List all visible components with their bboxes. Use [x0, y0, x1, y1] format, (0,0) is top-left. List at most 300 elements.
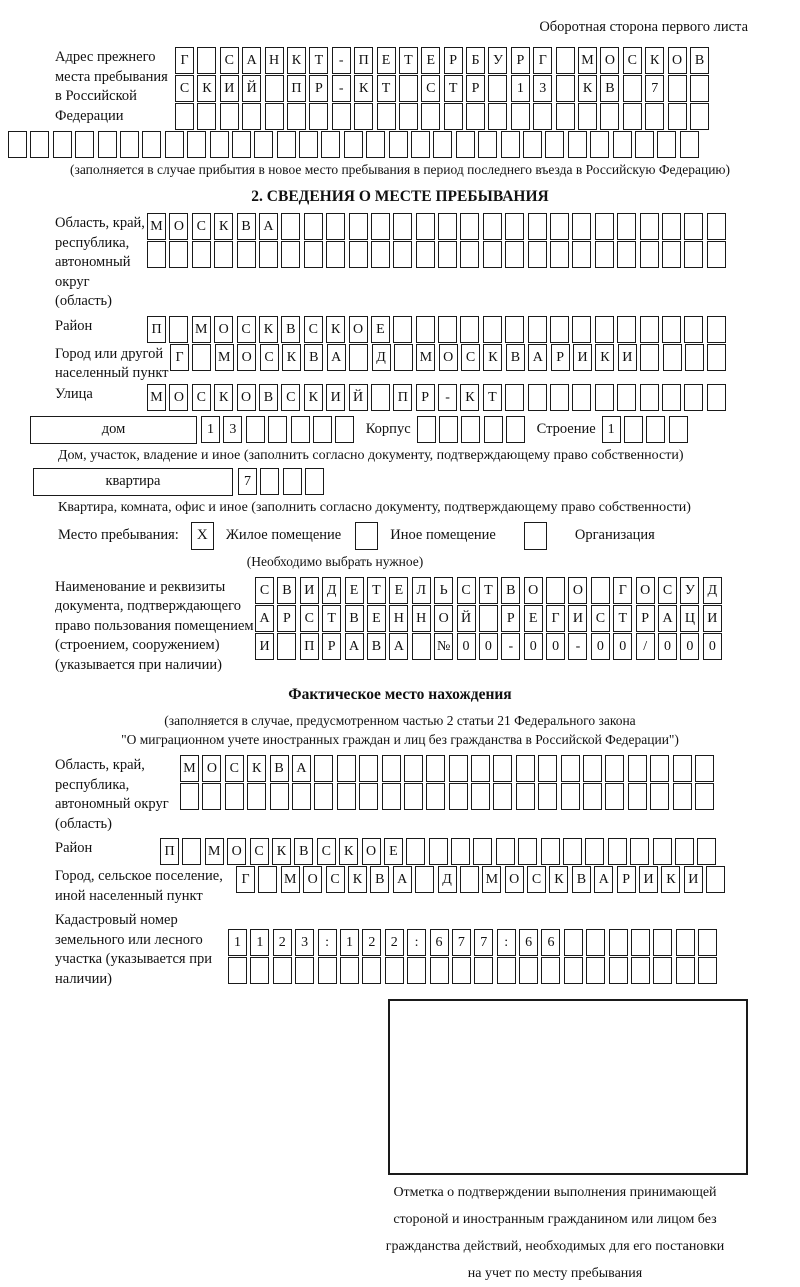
char-cell[interactable]: [444, 103, 463, 130]
char-cell[interactable]: [623, 75, 642, 102]
char-cell[interactable]: [572, 213, 591, 240]
char-cell[interactable]: :: [407, 929, 426, 956]
char-cell[interactable]: [690, 75, 709, 102]
char-cell[interactable]: [268, 416, 287, 443]
char-cell[interactable]: С: [326, 866, 345, 893]
char-cell[interactable]: 0: [479, 633, 498, 660]
char-cell[interactable]: [270, 783, 289, 810]
char-cell[interactable]: [120, 131, 139, 158]
char-cell[interactable]: [707, 241, 726, 268]
char-cell[interactable]: [326, 213, 345, 240]
char-cell[interactable]: А: [594, 866, 613, 893]
char-cell[interactable]: А: [389, 633, 408, 660]
char-cell[interactable]: [605, 755, 624, 782]
char-cell[interactable]: Р: [277, 605, 296, 632]
char-cell[interactable]: Д: [322, 577, 341, 604]
char-cell[interactable]: [541, 957, 560, 984]
char-cell[interactable]: О: [524, 577, 543, 604]
char-cell[interactable]: С: [527, 866, 546, 893]
char-cell[interactable]: [550, 213, 569, 240]
char-cell[interactable]: 0: [613, 633, 632, 660]
char-cell[interactable]: [483, 316, 502, 343]
char-cell[interactable]: [685, 344, 704, 371]
char-cell[interactable]: [438, 316, 457, 343]
char-cell[interactable]: [187, 131, 206, 158]
char-cell[interactable]: [541, 838, 560, 865]
char-cell[interactable]: Т: [309, 47, 328, 74]
char-cell[interactable]: М: [482, 866, 501, 893]
char-cell[interactable]: С: [255, 577, 274, 604]
char-cell[interactable]: К: [272, 838, 291, 865]
char-cell[interactable]: К: [595, 344, 614, 371]
char-cell[interactable]: О: [636, 577, 655, 604]
char-cell[interactable]: Е: [384, 838, 403, 865]
char-cell[interactable]: К: [304, 384, 323, 411]
char-cell[interactable]: К: [214, 384, 233, 411]
char-cell[interactable]: [497, 957, 516, 984]
char-cell[interactable]: С: [461, 344, 480, 371]
char-cell[interactable]: Г: [546, 605, 565, 632]
char-cell[interactable]: Н: [389, 605, 408, 632]
char-cell[interactable]: [416, 241, 435, 268]
char-cell[interactable]: В: [501, 577, 520, 604]
char-cell[interactable]: [326, 241, 345, 268]
char-cell[interactable]: [197, 103, 216, 130]
char-cell[interactable]: 0: [703, 633, 722, 660]
char-cell[interactable]: [676, 957, 695, 984]
char-cell[interactable]: [214, 241, 233, 268]
char-cell[interactable]: В: [237, 213, 256, 240]
char-cell[interactable]: [460, 866, 479, 893]
char-cell[interactable]: [505, 241, 524, 268]
char-cell[interactable]: 7: [645, 75, 664, 102]
char-cell[interactable]: И: [220, 75, 239, 102]
char-cell[interactable]: В: [304, 344, 323, 371]
char-cell[interactable]: К: [282, 344, 301, 371]
char-cell[interactable]: [438, 213, 457, 240]
char-cell[interactable]: [197, 47, 216, 74]
char-cell[interactable]: О: [668, 47, 687, 74]
char-cell[interactable]: /: [636, 633, 655, 660]
char-cell[interactable]: П: [160, 838, 179, 865]
char-cell[interactable]: [426, 755, 445, 782]
char-cell[interactable]: 1: [201, 416, 220, 443]
char-cell[interactable]: [698, 929, 717, 956]
char-cell[interactable]: [609, 957, 628, 984]
char-cell[interactable]: 1: [602, 416, 621, 443]
char-cell[interactable]: [488, 75, 507, 102]
char-cell[interactable]: В: [294, 838, 313, 865]
char-cell[interactable]: [668, 75, 687, 102]
char-cell[interactable]: [564, 929, 583, 956]
char-cell[interactable]: [340, 957, 359, 984]
char-cell[interactable]: [695, 783, 714, 810]
char-cell[interactable]: [313, 416, 332, 443]
char-cell[interactable]: [523, 131, 542, 158]
char-cell[interactable]: В: [690, 47, 709, 74]
char-cell[interactable]: П: [287, 75, 306, 102]
char-cell[interactable]: [471, 783, 490, 810]
char-cell[interactable]: С: [591, 605, 610, 632]
char-cell[interactable]: [501, 131, 520, 158]
char-cell[interactable]: [314, 783, 333, 810]
char-cell[interactable]: [277, 131, 296, 158]
char-cell[interactable]: М: [147, 384, 166, 411]
char-cell[interactable]: Т: [399, 47, 418, 74]
char-cell[interactable]: М: [215, 344, 234, 371]
char-cell[interactable]: №: [434, 633, 453, 660]
char-cell[interactable]: [595, 316, 614, 343]
char-cell[interactable]: [466, 103, 485, 130]
char-cell[interactable]: Р: [636, 605, 655, 632]
char-cell[interactable]: [645, 103, 664, 130]
char-cell[interactable]: [438, 241, 457, 268]
char-cell[interactable]: [640, 384, 659, 411]
char-cell[interactable]: Т: [479, 577, 498, 604]
char-cell[interactable]: [550, 241, 569, 268]
char-cell[interactable]: [662, 241, 681, 268]
char-cell[interactable]: [182, 838, 201, 865]
char-cell[interactable]: М: [416, 344, 435, 371]
char-cell[interactable]: [337, 783, 356, 810]
char-cell[interactable]: [673, 783, 692, 810]
char-cell[interactable]: [640, 241, 659, 268]
char-cell[interactable]: К: [354, 75, 373, 102]
char-cell[interactable]: [673, 755, 692, 782]
char-cell[interactable]: О: [214, 316, 233, 343]
char-cell[interactable]: А: [393, 866, 412, 893]
char-cell[interactable]: [332, 103, 351, 130]
char-cell[interactable]: [471, 755, 490, 782]
char-cell[interactable]: П: [300, 633, 319, 660]
char-cell[interactable]: Д: [372, 344, 391, 371]
char-cell[interactable]: [653, 838, 672, 865]
char-cell[interactable]: [30, 131, 49, 158]
char-cell[interactable]: Р: [444, 47, 463, 74]
char-cell[interactable]: В: [281, 316, 300, 343]
char-cell[interactable]: [624, 416, 643, 443]
char-cell[interactable]: И: [326, 384, 345, 411]
char-cell[interactable]: [505, 384, 524, 411]
char-cell[interactable]: О: [169, 213, 188, 240]
char-cell[interactable]: [617, 241, 636, 268]
char-cell[interactable]: [528, 241, 547, 268]
char-cell[interactable]: [349, 241, 368, 268]
char-cell[interactable]: К: [326, 316, 345, 343]
char-cell[interactable]: [586, 929, 605, 956]
char-cell[interactable]: [318, 957, 337, 984]
char-cell[interactable]: М: [205, 838, 224, 865]
char-cell[interactable]: 3: [295, 929, 314, 956]
char-cell[interactable]: [165, 131, 184, 158]
char-cell[interactable]: [590, 131, 609, 158]
char-cell[interactable]: [600, 103, 619, 130]
char-cell[interactable]: Т: [377, 75, 396, 102]
char-cell[interactable]: В: [572, 866, 591, 893]
char-cell[interactable]: Л: [412, 577, 431, 604]
stay-type-checkbox-residential[interactable]: X: [191, 522, 214, 550]
char-cell[interactable]: -: [501, 633, 520, 660]
char-cell[interactable]: [578, 103, 597, 130]
char-cell[interactable]: С: [175, 75, 194, 102]
char-cell[interactable]: [287, 103, 306, 130]
char-cell[interactable]: С: [421, 75, 440, 102]
char-cell[interactable]: [488, 103, 507, 130]
char-cell[interactable]: 6: [541, 929, 560, 956]
char-cell[interactable]: [281, 241, 300, 268]
char-cell[interactable]: [394, 344, 413, 371]
char-cell[interactable]: [460, 241, 479, 268]
char-cell[interactable]: -: [332, 75, 351, 102]
char-cell[interactable]: [550, 384, 569, 411]
char-cell[interactable]: М: [180, 755, 199, 782]
char-cell[interactable]: [439, 416, 458, 443]
char-cell[interactable]: [473, 838, 492, 865]
char-cell[interactable]: [335, 416, 354, 443]
char-cell[interactable]: [225, 783, 244, 810]
char-cell[interactable]: Р: [466, 75, 485, 102]
char-cell[interactable]: И: [300, 577, 319, 604]
char-cell[interactable]: [676, 929, 695, 956]
char-cell[interactable]: [382, 755, 401, 782]
char-cell[interactable]: [474, 957, 493, 984]
char-cell[interactable]: [421, 103, 440, 130]
char-cell[interactable]: Й: [457, 605, 476, 632]
char-cell[interactable]: [142, 131, 161, 158]
char-cell[interactable]: [309, 103, 328, 130]
char-cell[interactable]: [556, 103, 575, 130]
char-cell[interactable]: О: [237, 344, 256, 371]
char-cell[interactable]: [247, 783, 266, 810]
char-cell[interactable]: [479, 605, 498, 632]
char-cell[interactable]: [550, 316, 569, 343]
char-cell[interactable]: Г: [613, 577, 632, 604]
char-cell[interactable]: О: [568, 577, 587, 604]
char-cell[interactable]: [630, 838, 649, 865]
char-cell[interactable]: [337, 755, 356, 782]
char-cell[interactable]: [382, 783, 401, 810]
char-cell[interactable]: [516, 783, 535, 810]
char-cell[interactable]: [707, 316, 726, 343]
char-cell[interactable]: [697, 838, 716, 865]
char-cell[interactable]: А: [658, 605, 677, 632]
char-cell[interactable]: [451, 838, 470, 865]
char-cell[interactable]: Е: [371, 316, 390, 343]
char-cell[interactable]: [556, 47, 575, 74]
char-cell[interactable]: [393, 213, 412, 240]
char-cell[interactable]: Е: [367, 605, 386, 632]
char-cell[interactable]: [321, 131, 340, 158]
char-cell[interactable]: [635, 131, 654, 158]
char-cell[interactable]: [561, 755, 580, 782]
char-cell[interactable]: [516, 755, 535, 782]
char-cell[interactable]: [662, 384, 681, 411]
char-cell[interactable]: С: [300, 605, 319, 632]
stay-type-checkbox-other[interactable]: [355, 522, 378, 550]
char-cell[interactable]: Ь: [434, 577, 453, 604]
char-cell[interactable]: О: [237, 384, 256, 411]
char-cell[interactable]: И: [568, 605, 587, 632]
char-cell[interactable]: И: [573, 344, 592, 371]
char-cell[interactable]: В: [345, 605, 364, 632]
char-cell[interactable]: В: [370, 866, 389, 893]
char-cell[interactable]: П: [354, 47, 373, 74]
char-cell[interactable]: [349, 213, 368, 240]
char-cell[interactable]: Н: [265, 47, 284, 74]
char-cell[interactable]: М: [147, 213, 166, 240]
char-cell[interactable]: 2: [273, 929, 292, 956]
char-cell[interactable]: [393, 241, 412, 268]
char-cell[interactable]: [371, 384, 390, 411]
char-cell[interactable]: С: [225, 755, 244, 782]
char-cell[interactable]: Е: [421, 47, 440, 74]
char-cell[interactable]: [371, 241, 390, 268]
char-cell[interactable]: [707, 384, 726, 411]
char-cell[interactable]: [493, 755, 512, 782]
char-cell[interactable]: [556, 75, 575, 102]
char-cell[interactable]: [169, 241, 188, 268]
char-cell[interactable]: [429, 838, 448, 865]
char-cell[interactable]: С: [192, 213, 211, 240]
char-cell[interactable]: [202, 783, 221, 810]
char-cell[interactable]: [304, 213, 323, 240]
char-cell[interactable]: [583, 755, 602, 782]
char-cell[interactable]: О: [439, 344, 458, 371]
char-cell[interactable]: Р: [501, 605, 520, 632]
char-cell[interactable]: [265, 103, 284, 130]
char-cell[interactable]: [246, 416, 265, 443]
char-cell[interactable]: [237, 241, 256, 268]
char-cell[interactable]: [669, 416, 688, 443]
char-cell[interactable]: 6: [430, 929, 449, 956]
char-cell[interactable]: [53, 131, 72, 158]
char-cell[interactable]: [493, 783, 512, 810]
char-cell[interactable]: [426, 783, 445, 810]
char-cell[interactable]: Н: [412, 605, 431, 632]
char-cell[interactable]: [538, 783, 557, 810]
char-cell[interactable]: Т: [483, 384, 502, 411]
char-cell[interactable]: [595, 213, 614, 240]
char-cell[interactable]: [478, 131, 497, 158]
char-cell[interactable]: С: [658, 577, 677, 604]
char-cell[interactable]: [232, 131, 251, 158]
char-cell[interactable]: [505, 316, 524, 343]
char-cell[interactable]: [640, 316, 659, 343]
char-cell[interactable]: [344, 131, 363, 158]
char-cell[interactable]: [585, 838, 604, 865]
char-cell[interactable]: [546, 577, 565, 604]
char-cell[interactable]: 1: [340, 929, 359, 956]
char-cell[interactable]: К: [578, 75, 597, 102]
char-cell[interactable]: Г: [175, 47, 194, 74]
char-cell[interactable]: [518, 838, 537, 865]
char-cell[interactable]: [366, 131, 385, 158]
char-cell[interactable]: [545, 131, 564, 158]
char-cell[interactable]: С: [281, 384, 300, 411]
char-cell[interactable]: [460, 213, 479, 240]
char-cell[interactable]: [404, 783, 423, 810]
char-cell[interactable]: [362, 957, 381, 984]
char-cell[interactable]: О: [362, 838, 381, 865]
char-cell[interactable]: :: [497, 929, 516, 956]
char-cell[interactable]: [210, 131, 229, 158]
char-cell[interactable]: 0: [524, 633, 543, 660]
char-cell[interactable]: [449, 783, 468, 810]
char-cell[interactable]: [511, 103, 530, 130]
char-cell[interactable]: О: [600, 47, 619, 74]
char-cell[interactable]: [283, 468, 302, 495]
char-cell[interactable]: Е: [377, 47, 396, 74]
char-cell[interactable]: [98, 131, 117, 158]
char-cell[interactable]: [684, 316, 703, 343]
char-cell[interactable]: 0: [591, 633, 610, 660]
char-cell[interactable]: С: [260, 344, 279, 371]
char-cell[interactable]: К: [214, 213, 233, 240]
char-cell[interactable]: Р: [309, 75, 328, 102]
char-cell[interactable]: В: [367, 633, 386, 660]
char-cell[interactable]: [646, 416, 665, 443]
char-cell[interactable]: 0: [658, 633, 677, 660]
char-cell[interactable]: :: [318, 929, 337, 956]
char-cell[interactable]: [631, 957, 650, 984]
char-cell[interactable]: [684, 213, 703, 240]
char-cell[interactable]: С: [237, 316, 256, 343]
char-cell[interactable]: [412, 633, 431, 660]
char-cell[interactable]: [354, 103, 373, 130]
char-cell[interactable]: 2: [385, 929, 404, 956]
char-cell[interactable]: [242, 103, 261, 130]
char-cell[interactable]: А: [259, 213, 278, 240]
char-cell[interactable]: С: [317, 838, 336, 865]
char-cell[interactable]: [299, 131, 318, 158]
char-cell[interactable]: [220, 103, 239, 130]
char-cell[interactable]: К: [549, 866, 568, 893]
char-cell[interactable]: [75, 131, 94, 158]
char-cell[interactable]: [359, 783, 378, 810]
char-cell[interactable]: [281, 213, 300, 240]
char-cell[interactable]: [662, 213, 681, 240]
char-cell[interactable]: Р: [511, 47, 530, 74]
char-cell[interactable]: П: [393, 384, 412, 411]
char-cell[interactable]: [533, 103, 552, 130]
char-cell[interactable]: [561, 783, 580, 810]
char-cell[interactable]: [608, 838, 627, 865]
char-cell[interactable]: А: [292, 755, 311, 782]
char-cell[interactable]: Р: [551, 344, 570, 371]
char-cell[interactable]: В: [277, 577, 296, 604]
char-cell[interactable]: Т: [367, 577, 386, 604]
char-cell[interactable]: [433, 131, 452, 158]
char-cell[interactable]: Т: [444, 75, 463, 102]
char-cell[interactable]: [483, 241, 502, 268]
char-cell[interactable]: К: [645, 47, 664, 74]
char-cell[interactable]: [460, 316, 479, 343]
char-cell[interactable]: [706, 866, 725, 893]
char-cell[interactable]: [349, 344, 368, 371]
char-cell[interactable]: [650, 783, 669, 810]
char-cell[interactable]: К: [259, 316, 278, 343]
char-cell[interactable]: Д: [703, 577, 722, 604]
char-cell[interactable]: [393, 316, 412, 343]
char-cell[interactable]: М: [192, 316, 211, 343]
stay-type-checkbox-organization[interactable]: [524, 522, 547, 550]
char-cell[interactable]: О: [434, 605, 453, 632]
char-cell[interactable]: [657, 131, 676, 158]
char-cell[interactable]: [653, 957, 672, 984]
char-cell[interactable]: [147, 241, 166, 268]
char-cell[interactable]: [695, 755, 714, 782]
char-cell[interactable]: [583, 783, 602, 810]
